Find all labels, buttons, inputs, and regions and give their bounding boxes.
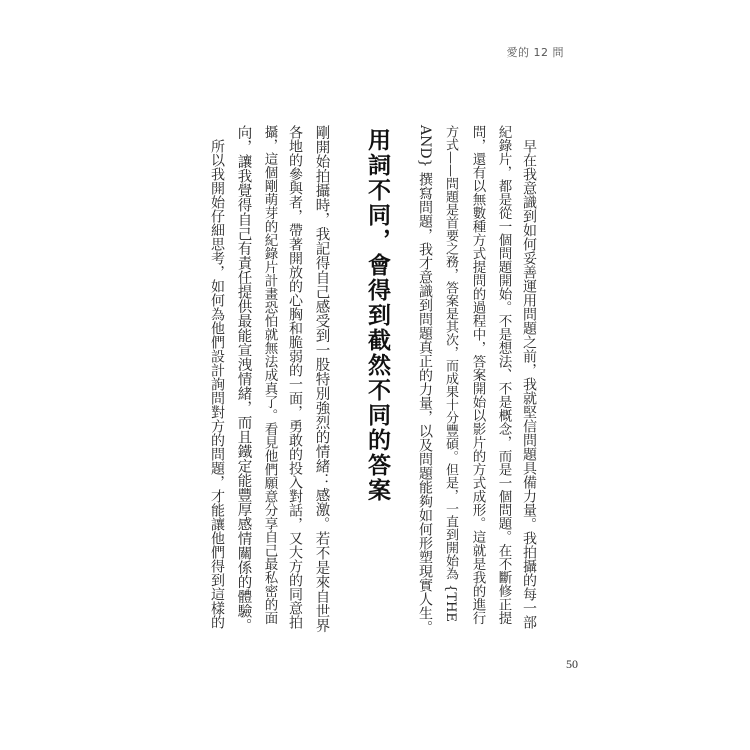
- page-number: 50: [566, 657, 578, 671]
- text-column: 剛開始拍攝時，我記得自己感受到一股特別強烈的情緒：感激。若不是來自世界: [313, 125, 330, 633]
- text-column: 早在我意識到如何妥善運用問題之前，我就堅信問題具備力量。我拍攝的每一部: [521, 125, 537, 629]
- text-column: 所以我開始仔細思考，如何為他們設計詢問對方的問題，才能讓他們得到這樣的: [209, 125, 225, 629]
- text-column: 問，還有以無數種方式提問的過程中，答案開始以影片的方式成形。這就是我的進行: [469, 125, 486, 625]
- section-heading: 用詞不同，會得到截然不同的答案: [364, 128, 391, 503]
- text-column: 向，讓我覺得自己有責任提供最能宣洩情緒，而且鐵定能豐厚感情關係的體驗。: [235, 125, 252, 633]
- text-column: 紀錄片，都是從一個問題開始。不是想法、不是概念，而是一個問題。在不斷修正提: [495, 125, 512, 625]
- text-column: 方式——問題是首要之務，答案是其次，而成果十分豐碩。但是，一直到開始為 {THE: [443, 125, 458, 622]
- text-column: AND} 撰寫問題，我才意識到問題真正的力量，以及問題能夠如何形塑現實人生。: [417, 125, 433, 634]
- text-column: 各地的參與者，帶著開放的心胸和脆弱的一面，勇敢的投入對話，又大方的同意拍: [287, 125, 303, 629]
- running-header: 愛的 12 問: [506, 46, 564, 59]
- text-column: 攝，這個剛萌芽的紀錄片計畫恐怕就無法成真了。看見他們願意分享自己最私密的面: [261, 125, 278, 625]
